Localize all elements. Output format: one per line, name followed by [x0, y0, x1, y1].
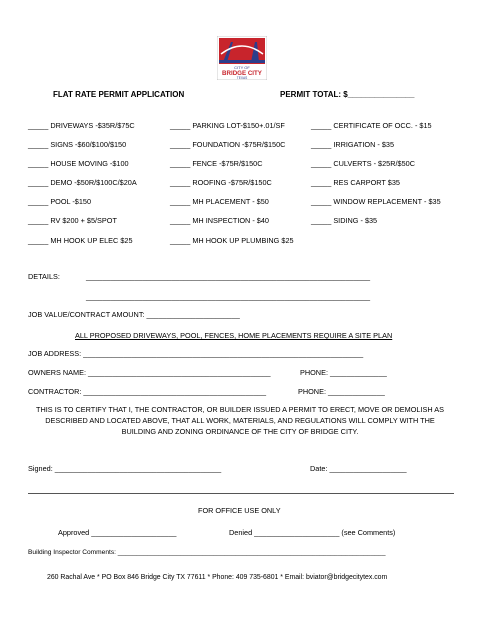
permit-irrigation[interactable]: _____ IRRIGATION - $35 — [311, 140, 395, 149]
permit-mh-placement[interactable]: _____ MH PLACEMENT - $50 — [170, 197, 269, 206]
job-value-field[interactable]: JOB VALUE/CONTRACT AMOUNT: _______________________ — [28, 310, 240, 319]
logo-texas: TEXAS — [236, 76, 248, 80]
owners-name-field[interactable]: OWNERS NAME: _____________________________________________ — [28, 368, 271, 377]
approved-field[interactable]: Approved _____________________ — [58, 528, 177, 537]
permit-signs[interactable]: _____ SIGNS -$60/$100/$150 — [28, 140, 127, 149]
permit-demo[interactable]: _____ DEMO -$50R/$100C/$20A — [28, 178, 137, 187]
contractor-phone-field[interactable]: PHONE: ______________ — [298, 387, 385, 396]
certification-statement: THIS IS TO CERTIFY THAT I, THE CONTRACTOR, OR BUILDER ISSUED A PERMIT TO ERECT, MOVE OR DEMOLISH AS DESCRIBED AND LOCATED ABOVE, THAT ALL WORK, MATERIALS, AND REGULATIONS WILL COMPLY WITH THE BUILDING AND ZONING ORDINANCE OF THE CITY OF BRIDGE CITY. — [36, 405, 444, 436]
permit-certificate-of-occ[interactable]: _____ CERTIFICATE OF OCC. - $15 — [311, 121, 432, 130]
denied-field[interactable]: Denied _____________________ (see Comments) — [229, 528, 396, 537]
form-title: FLAT RATE PERMIT APPLICATION — [53, 90, 185, 99]
permit-mh-hookup-plumbing[interactable]: _____ MH HOOK UP PLUMBING $25 — [170, 236, 294, 245]
office-divider — [28, 493, 454, 494]
permit-mh-inspection[interactable]: _____ MH INSPECTION - $40 — [170, 216, 269, 225]
permit-total-field[interactable]: PERMIT TOTAL: $_______________ — [280, 90, 415, 99]
date-field[interactable]: Date: ___________________ — [310, 464, 407, 473]
permit-res-carport[interactable]: _____ RES CARPORT $35 — [311, 178, 400, 187]
permit-rv[interactable]: _____ RV $200 + $5/SPOT — [28, 216, 117, 225]
details-line-2[interactable]: ______________________________________________________________________ — [86, 292, 371, 301]
permit-parking-lot[interactable]: _____ PARKING LOT-$150+.01/SF — [170, 121, 285, 130]
permit-foundation[interactable]: _____ FOUNDATION -$75R/$150C — [170, 140, 286, 149]
contractor-field[interactable]: CONTRACTOR: _____________________________________________ — [28, 387, 267, 396]
permit-pool[interactable]: _____ POOL -$150 — [28, 197, 92, 206]
footer-contact: 260 Rachal Ave * PO Box 846 Bridge City TX 77611 * Phone: 409 735-6801 * Email: bviator@bridgecitytex.com — [47, 574, 388, 581]
permit-fence[interactable]: _____ FENCE -$75R/$150C — [170, 159, 263, 168]
office-use-title: FOR OFFICE USE ONLY — [198, 506, 281, 515]
permit-window-replacement[interactable]: _____ WINDOW REPLACEMENT - $35 — [311, 197, 441, 206]
permit-siding[interactable]: _____ SIDING - $35 — [311, 216, 378, 225]
permit-driveways[interactable]: _____ DRIVEWAYS -$35R/$75C — [28, 121, 135, 130]
inspector-comments-field[interactable]: Building Inspector Comments: _________________________________________________________________________ — [28, 549, 386, 556]
logo-city-of: CITY OF — [234, 65, 250, 70]
permit-roofing[interactable]: _____ ROOFING -$75R/$150C — [170, 178, 272, 187]
permit-mh-hookup-elec[interactable]: _____ MH HOOK UP ELEC $25 — [28, 236, 133, 245]
signature-field[interactable]: Signed: _________________________________________ — [28, 464, 222, 473]
job-address-field[interactable]: JOB ADDRESS: _____________________________________________________________________ — [28, 349, 364, 358]
logo-bridge-city: BRIDGE CITY — [222, 70, 262, 77]
details-line-1[interactable]: ______________________________________________________________________ — [86, 272, 371, 281]
details-label: DETAILS: — [28, 272, 60, 281]
bridge-city-logo — [217, 36, 267, 80]
owner-phone-field[interactable]: PHONE: ______________ — [300, 368, 387, 377]
site-plan-notice: ALL PROPOSED DRIVEWAYS, POOL, FENCES, HOME PLACEMENTS REQUIRE A SITE PLAN — [75, 331, 393, 340]
permit-culverts[interactable]: _____ CULVERTS - $25R/$50C — [311, 159, 415, 168]
permit-house-moving[interactable]: _____ HOUSE MOVING -$100 — [28, 159, 129, 168]
